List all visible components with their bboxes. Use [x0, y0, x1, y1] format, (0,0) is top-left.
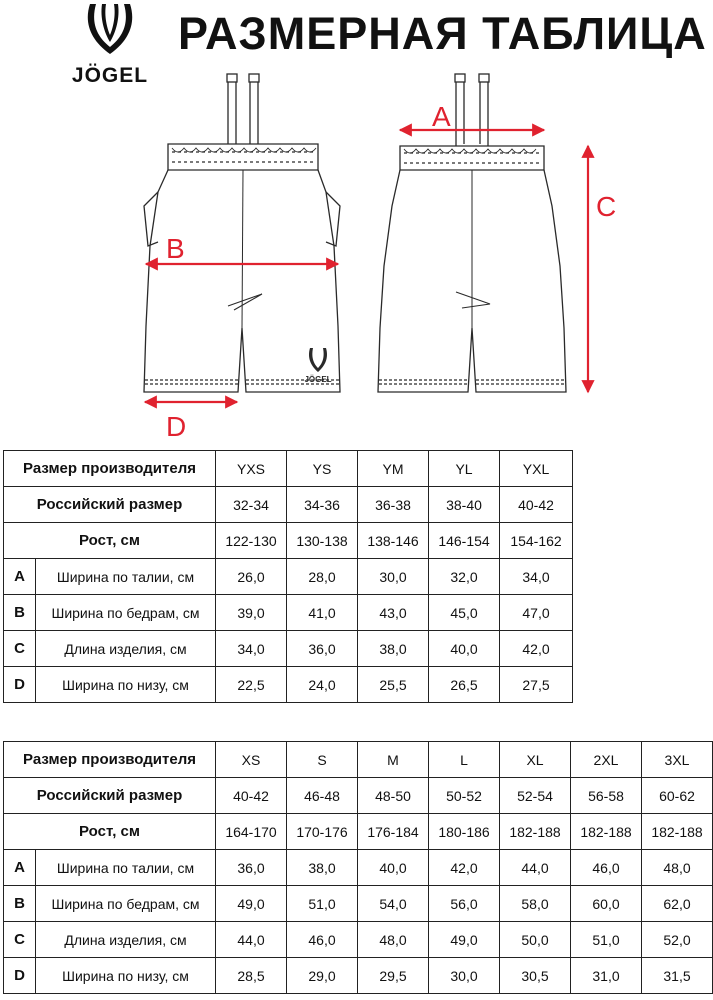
length-row [4, 631, 573, 667]
measure-letter: B [4, 595, 36, 631]
value-cell: 30,0 [358, 559, 429, 595]
russian-size-cell: 48-50 [358, 778, 429, 814]
russian-size-cell: 36-38 [358, 487, 429, 523]
size-cell: L [429, 742, 500, 778]
height-cell: 164-170 [216, 814, 287, 850]
value-cell: 29,5 [358, 958, 429, 994]
measure-letter: D [4, 667, 36, 703]
hem-row [4, 958, 713, 994]
height-cell: 138-146 [358, 523, 429, 559]
measure-d [145, 402, 237, 442]
shorts-back-view [378, 74, 566, 392]
height-cell: 122-130 [216, 523, 287, 559]
measure-d-label: D [166, 411, 187, 442]
measure-b-label: B [166, 233, 185, 264]
value-cell: 38,0 [287, 850, 358, 886]
value-cell: 51,0 [287, 886, 358, 922]
measure-label: Ширина по бедрам, см [36, 595, 216, 631]
value-cell: 30,5 [500, 958, 571, 994]
russian-size-header: Российский размер [4, 487, 216, 523]
height-row [4, 523, 573, 559]
size-cell: 2XL [571, 742, 642, 778]
size-cell: 3XL [642, 742, 713, 778]
value-cell: 25,5 [358, 667, 429, 703]
value-cell: 24,0 [287, 667, 358, 703]
value-cell: 36,0 [287, 631, 358, 667]
measure-letter: A [4, 559, 36, 595]
height-header: Рост, см [4, 523, 216, 559]
value-cell: 44,0 [216, 922, 287, 958]
height-header: Рост, см [4, 814, 216, 850]
value-cell: 43,0 [358, 595, 429, 631]
maker-size-row [4, 742, 713, 778]
height-cell: 170-176 [287, 814, 358, 850]
value-cell: 46,0 [571, 850, 642, 886]
maker-size-header: Размер производителя [4, 451, 216, 487]
height-cell: 130-138 [287, 523, 358, 559]
height-cell: 182-188 [642, 814, 713, 850]
russian-size-cell: 40-42 [500, 487, 573, 523]
size-cell: M [358, 742, 429, 778]
russian-size-cell: 38-40 [429, 487, 500, 523]
size-cell: YXS [216, 451, 287, 487]
size-cell: YS [287, 451, 358, 487]
russian-size-cell: 46-48 [287, 778, 358, 814]
russian-size-cell: 56-58 [571, 778, 642, 814]
hem-row [4, 667, 573, 703]
measure-c-label: C [596, 191, 617, 222]
measure-label: Длина изделия, см [36, 922, 216, 958]
value-cell: 40,0 [358, 850, 429, 886]
value-cell: 34,0 [500, 559, 573, 595]
value-cell: 48,0 [358, 922, 429, 958]
measure-label: Длина изделия, см [36, 631, 216, 667]
value-cell: 32,0 [429, 559, 500, 595]
value-cell: 26,5 [429, 667, 500, 703]
height-cell: 182-188 [571, 814, 642, 850]
value-cell: 27,5 [500, 667, 573, 703]
waist-row [4, 850, 713, 886]
size-cell: XS [216, 742, 287, 778]
measure-a-label: A [432, 101, 451, 132]
russian-size-cell: 52-54 [500, 778, 571, 814]
value-cell: 50,0 [500, 922, 571, 958]
page-title: РАЗМЕРНАЯ ТАБЛИЦА [178, 8, 707, 59]
small-logo-text: JÖGEL [304, 375, 332, 384]
value-cell: 42,0 [500, 631, 573, 667]
value-cell: 34,0 [216, 631, 287, 667]
value-cell: 49,0 [216, 886, 287, 922]
height-cell: 180-186 [429, 814, 500, 850]
measure-c [588, 146, 616, 392]
russian-size-header: Российский размер [4, 778, 216, 814]
waist-row [4, 559, 573, 595]
measure-letter: C [4, 631, 36, 667]
measure-label: Ширина по низу, см [36, 958, 216, 994]
value-cell: 42,0 [429, 850, 500, 886]
value-cell: 31,0 [571, 958, 642, 994]
value-cell: 38,0 [358, 631, 429, 667]
brand-emblem-icon [82, 2, 138, 62]
size-cell: YL [429, 451, 500, 487]
value-cell: 62,0 [642, 886, 713, 922]
measure-label: Ширина по бедрам, см [36, 886, 216, 922]
garment-diagram [0, 66, 713, 446]
value-cell: 49,0 [429, 922, 500, 958]
value-cell: 29,0 [287, 958, 358, 994]
value-cell: 48,0 [642, 850, 713, 886]
height-cell: 182-188 [500, 814, 571, 850]
value-cell: 46,0 [287, 922, 358, 958]
measure-label: Ширина по низу, см [36, 667, 216, 703]
russian-size-cell: 50-52 [429, 778, 500, 814]
value-cell: 47,0 [500, 595, 573, 631]
measure-label: Ширина по талии, см [36, 559, 216, 595]
measure-label: Ширина по талии, см [36, 850, 216, 886]
measure-a [400, 101, 544, 132]
value-cell: 40,0 [429, 631, 500, 667]
value-cell: 60,0 [571, 886, 642, 922]
height-row [4, 814, 713, 850]
russian-size-cell: 60-62 [642, 778, 713, 814]
value-cell: 45,0 [429, 595, 500, 631]
maker-size-header: Размер производителя [4, 742, 216, 778]
russian-size-cell: 40-42 [216, 778, 287, 814]
maker-size-row [4, 451, 573, 487]
value-cell: 39,0 [216, 595, 287, 631]
value-cell: 28,0 [287, 559, 358, 595]
value-cell: 44,0 [500, 850, 571, 886]
hips-row [4, 886, 713, 922]
hips-row [4, 595, 573, 631]
height-cell: 146-154 [429, 523, 500, 559]
size-table-adult [3, 741, 713, 994]
russian-size-row [4, 487, 573, 523]
value-cell: 28,5 [216, 958, 287, 994]
size-cell: XL [500, 742, 571, 778]
value-cell: 54,0 [358, 886, 429, 922]
brand-name: JÖGEL [71, 64, 149, 87]
height-cell: 176-184 [358, 814, 429, 850]
russian-size-row [4, 778, 713, 814]
size-table-youth [3, 450, 573, 703]
value-cell: 56,0 [429, 886, 500, 922]
value-cell: 36,0 [216, 850, 287, 886]
russian-size-cell: 32-34 [216, 487, 287, 523]
value-cell: 31,5 [642, 958, 713, 994]
measure-letter: C [4, 922, 36, 958]
value-cell: 58,0 [500, 886, 571, 922]
value-cell: 52,0 [642, 922, 713, 958]
size-cell: YM [358, 451, 429, 487]
length-row [4, 922, 713, 958]
measure-letter: A [4, 850, 36, 886]
size-cell: YXL [500, 451, 573, 487]
russian-size-cell: 34-36 [287, 487, 358, 523]
measure-letter: D [4, 958, 36, 994]
size-cell: S [287, 742, 358, 778]
value-cell: 30,0 [429, 958, 500, 994]
small-logo [304, 348, 331, 384]
value-cell: 26,0 [216, 559, 287, 595]
value-cell: 22,5 [216, 667, 287, 703]
measure-letter: B [4, 886, 36, 922]
value-cell: 41,0 [287, 595, 358, 631]
value-cell: 51,0 [571, 922, 642, 958]
height-cell: 154-162 [500, 523, 573, 559]
